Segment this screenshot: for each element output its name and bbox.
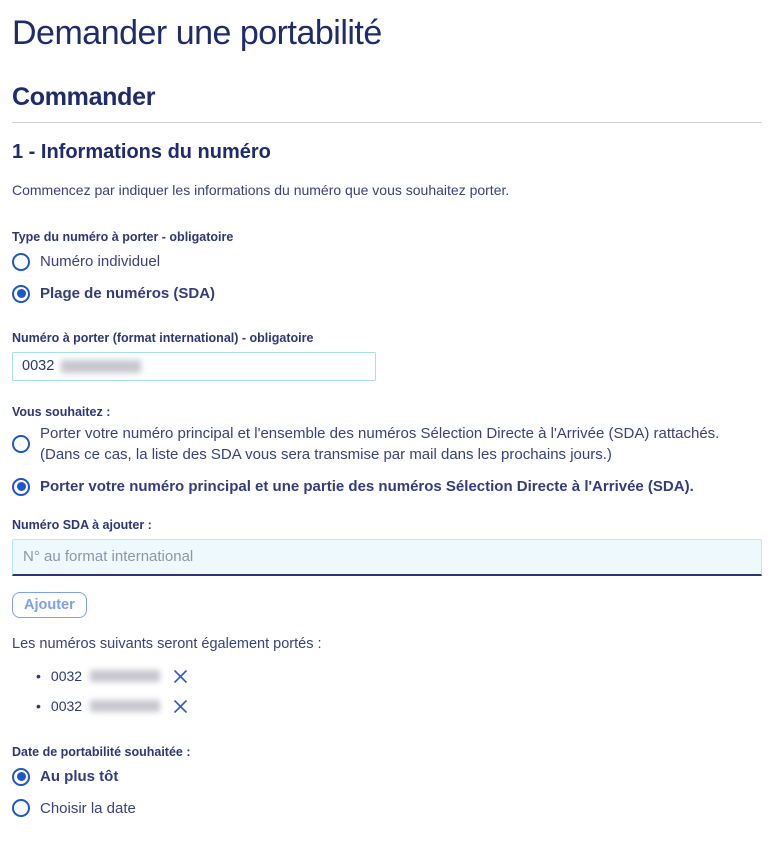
bullet-icon: •	[36, 668, 41, 685]
added-number-value: 0032	[50, 668, 83, 685]
radio-option-label: Plage de numéros (SDA)	[40, 284, 216, 302]
sda-number-input[interactable]	[12, 539, 762, 576]
radio-checked-icon[interactable]	[12, 768, 30, 786]
redacted-number	[90, 670, 160, 682]
ajouter-button[interactable]: Ajouter	[12, 592, 87, 618]
date-label: Date de portabilité souhaitée :	[12, 744, 191, 759]
radio-option-plage-sda[interactable]	[12, 283, 762, 305]
remove-number-button[interactable]	[172, 698, 189, 715]
added-numbers-list	[12, 668, 762, 715]
sda-add-field	[12, 518, 762, 576]
radio-unchecked-icon[interactable]	[12, 799, 30, 817]
list-item	[36, 668, 762, 685]
radio-option-label: Porter votre numéro principal et une partie des numéros Sélection Directe à l'Arrivée (SDA).	[40, 478, 694, 495]
date-group	[12, 745, 762, 820]
close-x-icon	[172, 668, 189, 685]
list-item	[36, 698, 762, 715]
radio-option-numero-individuel[interactable]	[12, 251, 762, 273]
radio-option-label: Choisir la date	[40, 799, 136, 817]
radio-checked-icon[interactable]	[12, 478, 30, 496]
radio-option-label: Porter votre numéro principal et l'ensemble des numéros Sélection Directe à l'Arrivée (SDA) rattachés. (Dans ce cas, la liste des SDA vous sera transmise par mail dans les prochains jours.)	[40, 424, 720, 464]
number-type-label: Type du numéro à porter - obligatoire	[12, 230, 234, 244]
radio-option-choisir-date[interactable]	[12, 798, 762, 820]
radio-unchecked-icon[interactable]	[12, 253, 30, 271]
radio-unchecked-icon[interactable]	[12, 435, 30, 453]
number-to-port-field	[12, 331, 762, 381]
intro-text: Commencez par indiquer les informations du numéro que vous souhaitez porter.	[12, 182, 510, 198]
page-title: Demander une portabilité	[12, 14, 382, 52]
number-to-port-input[interactable]	[12, 352, 376, 381]
commander-heading: Commander	[12, 83, 156, 111]
number-to-port-value: 0032	[22, 358, 55, 374]
wish-group	[12, 405, 762, 498]
radio-option-port-all-sda[interactable]	[12, 423, 762, 467]
radio-option-port-partial-sda[interactable]	[12, 476, 762, 498]
added-number-value: 0032	[50, 698, 83, 715]
radio-option-au-plus-tot[interactable]	[12, 766, 762, 788]
bullet-icon: •	[36, 698, 41, 715]
radio-option-label: Au plus tôt	[40, 767, 119, 785]
close-x-icon	[172, 698, 189, 715]
number-to-port-label: Numéro à porter (format international) - obligatoire	[12, 330, 314, 345]
redacted-number	[61, 360, 141, 373]
redacted-number	[90, 700, 160, 712]
wish-label: Vous souhaitez :	[12, 404, 111, 419]
remove-number-button[interactable]	[172, 668, 189, 685]
number-type-group	[12, 230, 762, 305]
section-divider	[12, 122, 762, 123]
also-ported-text: Les numéros suivants seront également portés :	[12, 635, 322, 652]
step-1-heading: 1 - Informations du numéro	[12, 141, 271, 163]
radio-checked-icon[interactable]	[12, 285, 30, 303]
radio-option-label: Numéro individuel	[40, 253, 161, 270]
sda-add-label: Numéro SDA à ajouter :	[12, 517, 152, 532]
